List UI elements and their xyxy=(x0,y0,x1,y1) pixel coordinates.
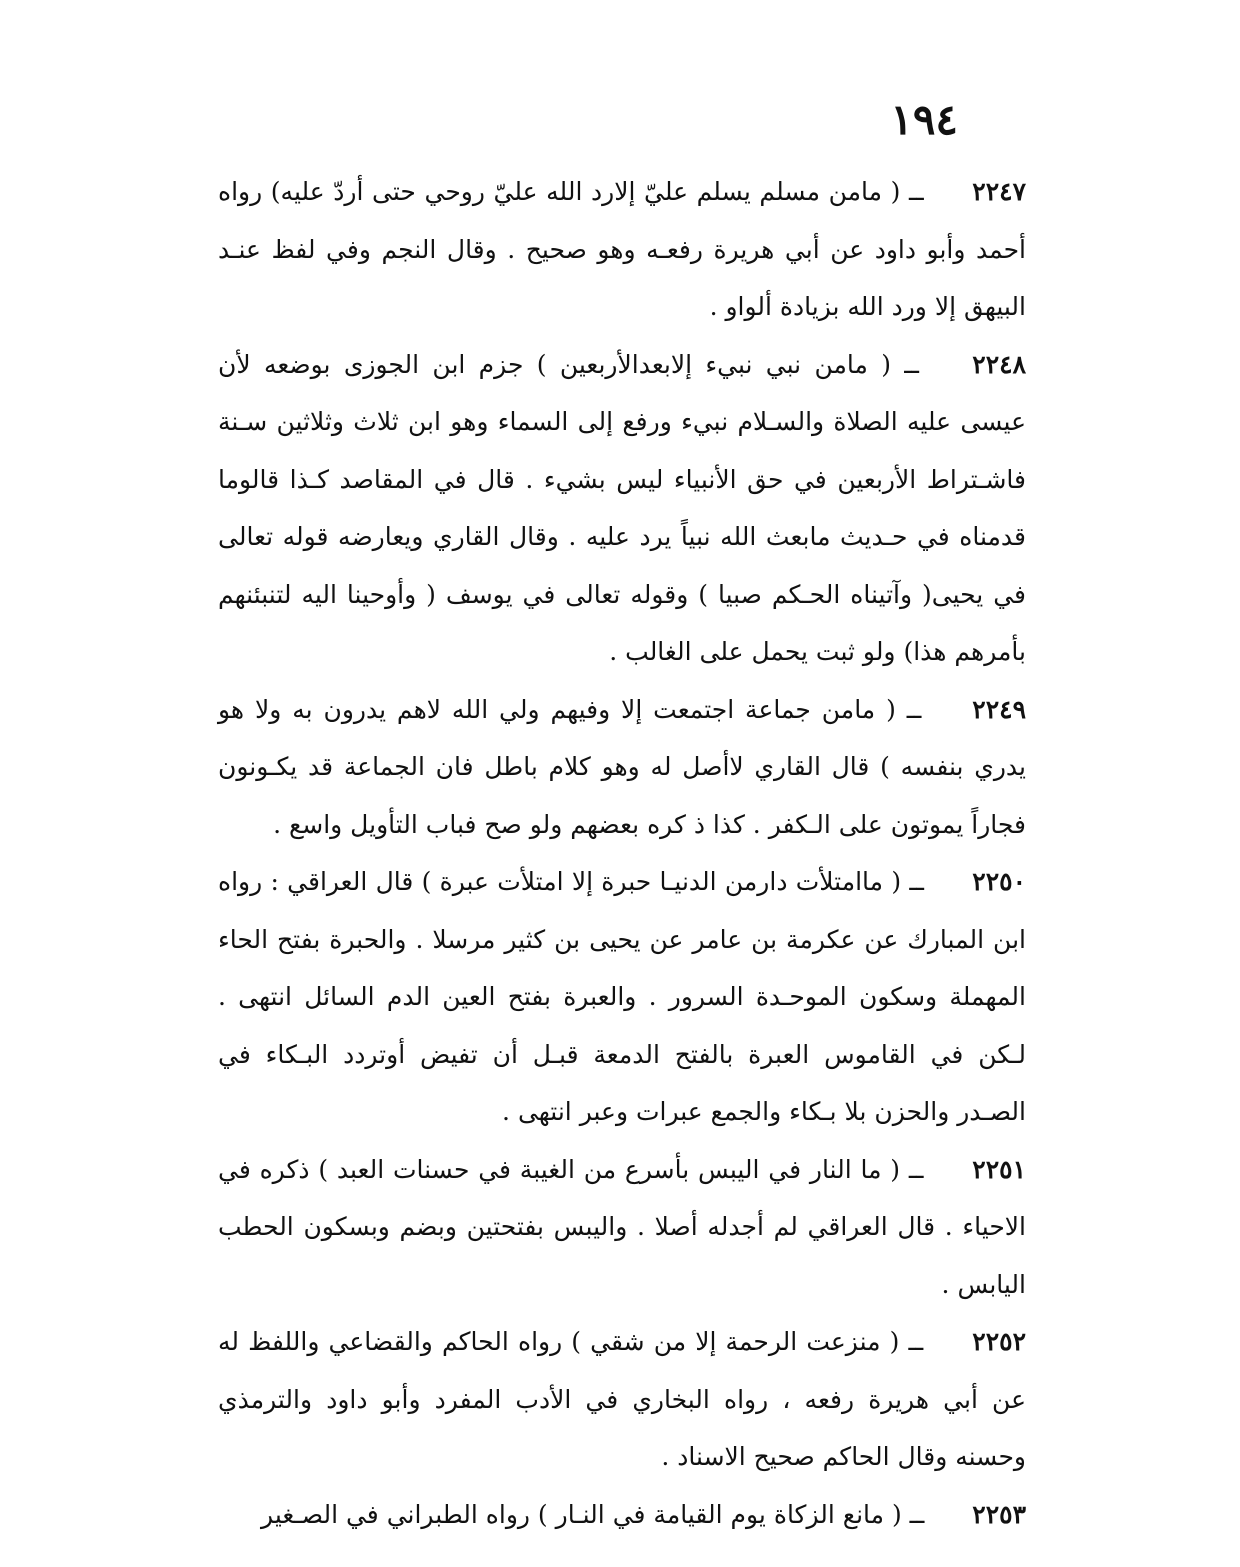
entry-text: ــ ( مامن مسلم يسلم عليّ إلارد الله عليّ روحي حتى أردّ عليه) رواه أحمد وأبو داود عن أبي هريرة رفعـه وهو صحيح . وقال النجم وفي لفظ عنـد البيهق إلا ورد الله بزيادة ألواو . xyxy=(218,177,1026,321)
entry-number: ٢٢٥١ xyxy=(972,1154,1026,1184)
hadith-entry xyxy=(218,163,1026,336)
entry-number: ٢٢٥٠ xyxy=(972,867,1026,896)
entry-text: ــ ( مامن نبي نبيء إلابعدالأربعين ) جزم ابن الجوزى بوضعه لأن عيسى عليه الصلاة والسـلام نبيء ورفع إلى السماء وهو ابن ثلاث وثلاثين سـنة فاشـتراط الأربعين في حق الأنبياء ليس بشيء . قال في المقاصد كـذا قالوما قدمناه في حـديث مابعث الله نبياً يرد عليه . وقال القاري ويعارضه قوله تعالى في يحيى( وآتيناه الحـكم صبيا ) وقوله تعالى في يوسف ( وأوحينا اليه لتنبئنهم بأمرهم هذا) ولو ثبت يحمل على الغالب . xyxy=(218,349,1026,666)
entry-number: ٢٢٤٩ xyxy=(972,694,1026,724)
hadith-entry xyxy=(218,1141,1026,1314)
entry-text: ــ ( ماامتلأت دارمن الدنيـا حبرة إلا امتلأت عبرة ) قال العراقي : رواه ابن المبارك عن عكرمة بن عامر عن يحيى بن كثير مرسلا . والحبرة بفتح الحاء المهملة وسكون الموحـدة السرور . والعبرة بفتح العين الدم السائل انتهى . لـكن في القاموس العبرة بالفتح الدمعة قبـل أن تفيض أوتردد البـكاء في الصـدر والحزن بلا بـكاء والجمع عبرات وعبر انتهى . xyxy=(218,867,1026,1126)
entry-number: ٢٢٥٣ xyxy=(972,1499,1026,1529)
entry-number: ٢٢٤٨ xyxy=(972,349,1026,379)
entry-text: ــ ( مانع الزكاة يوم القيامة في النـار ) رواه الطبراني في الصـغير xyxy=(261,1499,933,1529)
hadith-entry xyxy=(218,1486,1026,1544)
entry-text: ــ ( ما النار في اليبس بأسرع من الغيبة في حسنات العبد ) ذكره في الاحياء . قال العراقي لم أجدله أصلا . واليبس بفتحتين وبضم وبسكون الحطب اليابس . xyxy=(218,1154,1026,1299)
hadith-entry xyxy=(218,681,1026,854)
entry-text: ــ ( منزعت الرحمة إلا من شقي ) رواه الحاكم والقضاعي واللفظ له عن أبي هريرة رفعه ، رواه البخاري في الأدب المفرد وأبو داود والترمذي وحسنه وقال الحاكم صحيح الاسناد . xyxy=(218,1327,1026,1471)
hadith-entry xyxy=(218,336,1026,681)
entry-text: ــ ( مامن جماعة اجتمعت إلا وفيهم ولي الله لاهم يدرون به ولا هو يدري بنفسه ) قال القاري لاأصل له وهو كلام باطل فان الجماعة قد يكـونون فجاراً يموتون على الـكفر . كذا ذ كره بعضهم ولو صح فباب التأويل واسع . xyxy=(218,694,1026,839)
entry-number: ٢٢٥٢ xyxy=(972,1327,1026,1356)
page-number: ١٩٤ xyxy=(890,95,958,144)
entry-number: ٢٢٤٧ xyxy=(972,177,1026,206)
hadith-entries xyxy=(218,163,1026,1543)
hadith-entry xyxy=(218,1313,1026,1486)
hadith-entry xyxy=(218,853,1026,1141)
